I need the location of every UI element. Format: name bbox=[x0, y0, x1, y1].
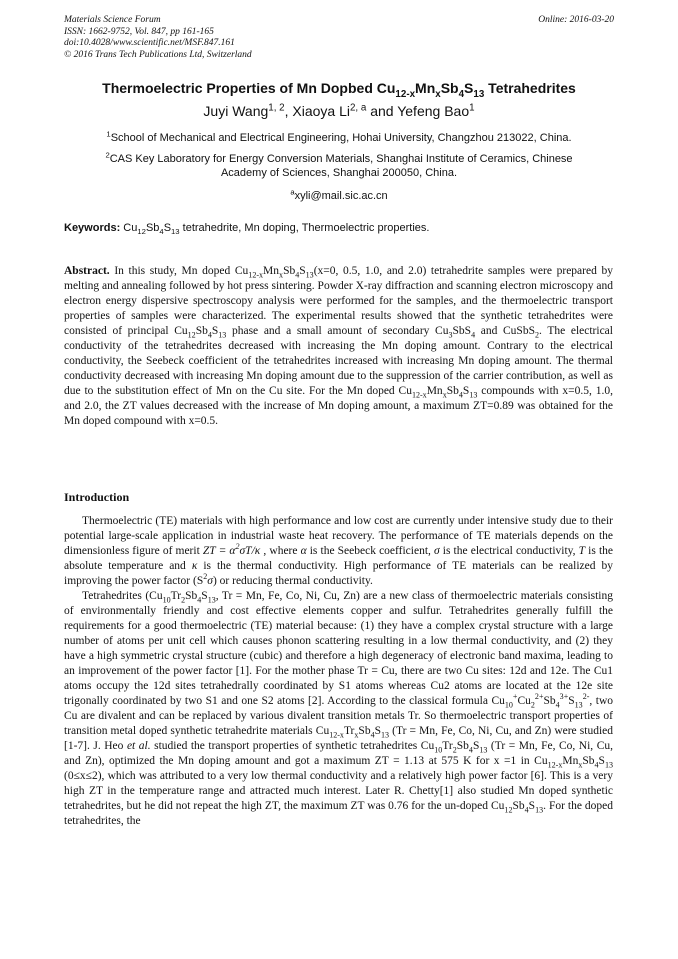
online-date: Online: 2016-03-20 bbox=[538, 15, 614, 25]
author-email[interactable]: $^a$xyli@mail.sic.ac.cn bbox=[290, 187, 388, 202]
journal-name: Materials Science Forum bbox=[64, 15, 161, 25]
author-list: Juyi Wang$^{1, 2}$, Xiaoya Li$^{2, a}$ and Yefeng Bao$^1$ bbox=[203, 102, 475, 119]
intro-paragraph-2: Tetrahedrites ($Cu_{10}Tr_2Sb_4S_{13}$, Tr = Mn, Fe, Co, Ni, Cu, Zn) are a new class of thermoelectric materials consisting of environmentally friendly and cost effective elements copper and sulfur. Tetrahedrites generally fulfill the requirements for a good thermoelectric (TE) material because: (1) they have a complex crystal structure with a large number of atoms per unit cell which causes phonon scattering resulting in a low thermal conductivity, and (2) they have a high symmetric crystal structure (cubic) and therefore a high degeneracy of electronic band maxima, leading to an improvement of the power factor [1]. For the mother phase Tr = Cu, there are two Cu sites: 12d and 12e. The Cu1 atoms occupy the 12d sites tetrahedrally coordinated by S1 atoms whereas Cu2 atoms are located at the 12e site trigonally coordinated by two S1 and one S2 atoms [2]. According to the classical formula $Cu_{10}^+Cu_2^{2+}Sb_4^{3+}S_{13}^{2-}$, two Cu are divalent and can be replaced by various divalent transition metals Tr. So thermoelectric transport properties of transition metal doped synthetic tetrahedrite materials $Cu_{12-x}Tr_xSb_4S_{13}$ (Tr = Mn, Fe, Co, Ni, Cu, and Zn) were studied [1-7]. J. Heo et al. studied the transport properties of synthetic tetrahedrites $Cu_{10}Tr_2Sb_4S_{13}$ (Tr = Mn, Fe, Co, Ni, Cu, and Zn), optimized the Mn doping amount and got a maximum ZT = 1.13 at 575 K for x =1 in $Cu_{12-x}Mn_xSb_4S_{13}$ (0≤x≤2), which was attributed to a very low thermal conductivity and a relatively high power factor [6]. This is a very high ZT in the temperature range and attracted much interest. Later R. Chetty[1] also studied Mn doped synthetic tetrahedrites, but he did not repeat the high ZT, the maximum ZT was 0.76 for the un-doped $Cu_{12}Sb_4S_{13}$. For the doped tetrahedrites, the bbox=[64, 590, 614, 827]
affiliation-2: $^2$CAS Key Laboratory for Energy Conversion Materials, Shanghai Institute of Ceramics, Chinese Academy of Sciences, Shanghai 200050, China. bbox=[105, 150, 573, 179]
journal-header bbox=[64, 15, 252, 61]
introduction-body bbox=[64, 514, 613, 829]
abstract: Abstract. In this study, Mn doped $Cu_{12-x}Mn_xSb_4S_{13}(x=0$, 0.5, 1.0, and 2.0) tetrahedrite samples were prepared by melting and annealing followed by hot press sintering. Powder X-ray diffraction and scanning electron microscopy and electron energy dispersive spectroscopy analysis were performed for the samples, and the thermoelectric transport properties of samples were characterized. The experimental results showed that the synthetic tetrahedrites were consisted of principal $Cu_{12}Sb_4S_{13}$ phase and a small amount of secondary $Cu_3SbS_4$ and CuSbS$_2$. The electrical conductivity of the tetrahedrites decreased with increasing the Mn doping amount. Contrary to the electrical conductivity, the Seebeck coefficient of the tetrahedrites increased with increasing Mn doping amount. The thermal conductivity decreased with increasing Mn doping amount due to the suppression of the carrier contribution, as well as due to the substitution effect of Mn on the Cu site. For the Mn doped $Cu_{12-x}Mn_xSb_4S_{13}$ compounds with x=0.5, 1.0, and 2.0, the ZT values decreased with the increase of Mn doping amount, a maximum ZT=0.89 was obtained for the Mn doped compound with x=0.5. bbox=[64, 265, 613, 427]
journal-copyright: © 2016 Trans Tech Publications Ltd, Switzerland bbox=[64, 49, 252, 60]
affiliation-1: $^1$School of Mechanical and Electrical Engineering, Hohai University, Changzhou 213022, China. bbox=[106, 129, 572, 144]
keywords: Keywords: $Cu_{12}Sb_4S_{13}$ tetrahedrite, Mn doping, Thermoelectric properties. bbox=[64, 222, 430, 237]
paper-title: Thermoelectric Properties of Mn Dopbed $Cu_{12-x}Mn_xSb_4S_{13}$ Tetrahedrites bbox=[102, 80, 576, 100]
journal-issn: ISSN: 1662-9752, Vol. 847, pp 161-165 bbox=[64, 26, 214, 37]
section-heading-introduction: Introduction bbox=[64, 490, 130, 504]
intro-paragraph-1: Thermoelectric (TE) materials with high performance and low cost are currently under intensive study due to their potential large-scale application in industrial waste heat recovery. The performance of TE materials depends on the dimensionless figure of merit ZT = $\alpha^2\sigma T/\kappa$ , where α is the Seebeck coefficient, σ is the electrical conductivity, T is the absolute temperature and κ is the thermal conductivity. High performance of TE materials can be realized by improving the power factor $(S^2\sigma)$ or reducing thermal conductivity. bbox=[64, 515, 614, 587]
journal-doi[interactable]: doi:10.4028/www.scientific.net/MSF.847.161 bbox=[64, 38, 235, 48]
